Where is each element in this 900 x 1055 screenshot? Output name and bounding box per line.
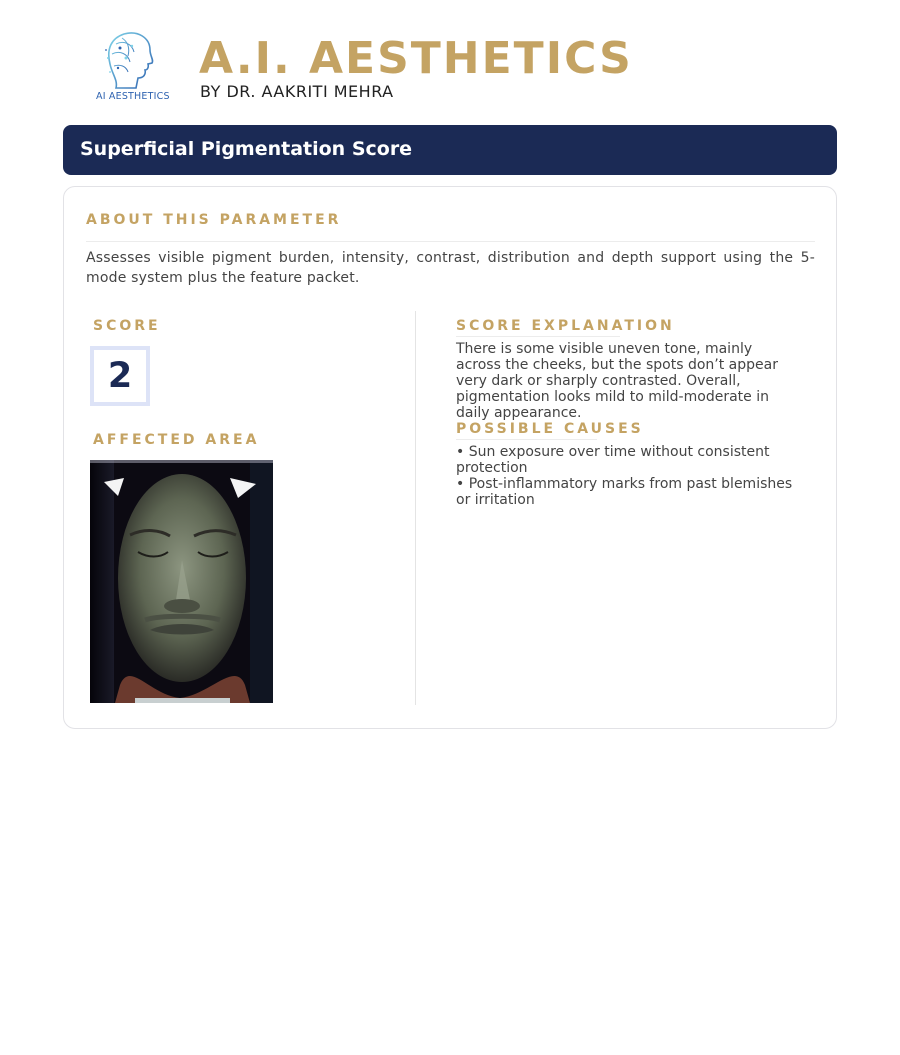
score-box bbox=[90, 346, 150, 406]
face-photo-icon bbox=[90, 460, 273, 703]
about-divider bbox=[86, 241, 815, 242]
causes-underline bbox=[456, 439, 597, 440]
brand-title: A.I. AESTHETICS bbox=[199, 33, 633, 84]
score-label: SCORE bbox=[93, 318, 161, 334]
score-explanation-text: There is some visible uneven tone, mainly across the cheeks, but the spots don’t appear very dark or sharply contrasted. Overall, pigmentation looks mild to mild-moderate in daily appearance. bbox=[456, 341, 778, 421]
brand-subtitle: BY DR. AAKRITI MEHRA bbox=[200, 82, 394, 101]
page-header bbox=[94, 28, 794, 108]
head-profile-logo-icon bbox=[94, 28, 170, 92]
affected-area-image bbox=[90, 460, 273, 703]
score-explanation-label: SCORE EXPLANATION bbox=[456, 318, 675, 334]
explanation-underline bbox=[456, 336, 620, 337]
brand-logo bbox=[94, 28, 170, 104]
cause-item: • Sun exposure over time without consistent protection bbox=[456, 444, 770, 476]
logo-caption: AI AESTHETICS bbox=[96, 91, 170, 102]
column-divider bbox=[415, 311, 416, 705]
possible-causes-label: POSSIBLE CAUSES bbox=[456, 421, 644, 437]
parameter-title: Superficial Pigmentation Score bbox=[80, 138, 413, 160]
affected-area-label: AFFECTED AREA bbox=[93, 432, 260, 448]
parameter-banner bbox=[63, 125, 837, 175]
cause-item: • Post-inflammatory marks from past blemishes or irritation bbox=[456, 476, 793, 508]
score-value: 2 bbox=[107, 356, 133, 396]
about-text: Assesses visible pigment burden, intensity, contrast, distribution and depth support using the 5-mode system plus the feature packet. bbox=[86, 250, 815, 286]
possible-causes-list bbox=[456, 444, 801, 508]
parameter-card bbox=[63, 186, 837, 729]
about-label: ABOUT THIS PARAMETER bbox=[86, 212, 342, 228]
